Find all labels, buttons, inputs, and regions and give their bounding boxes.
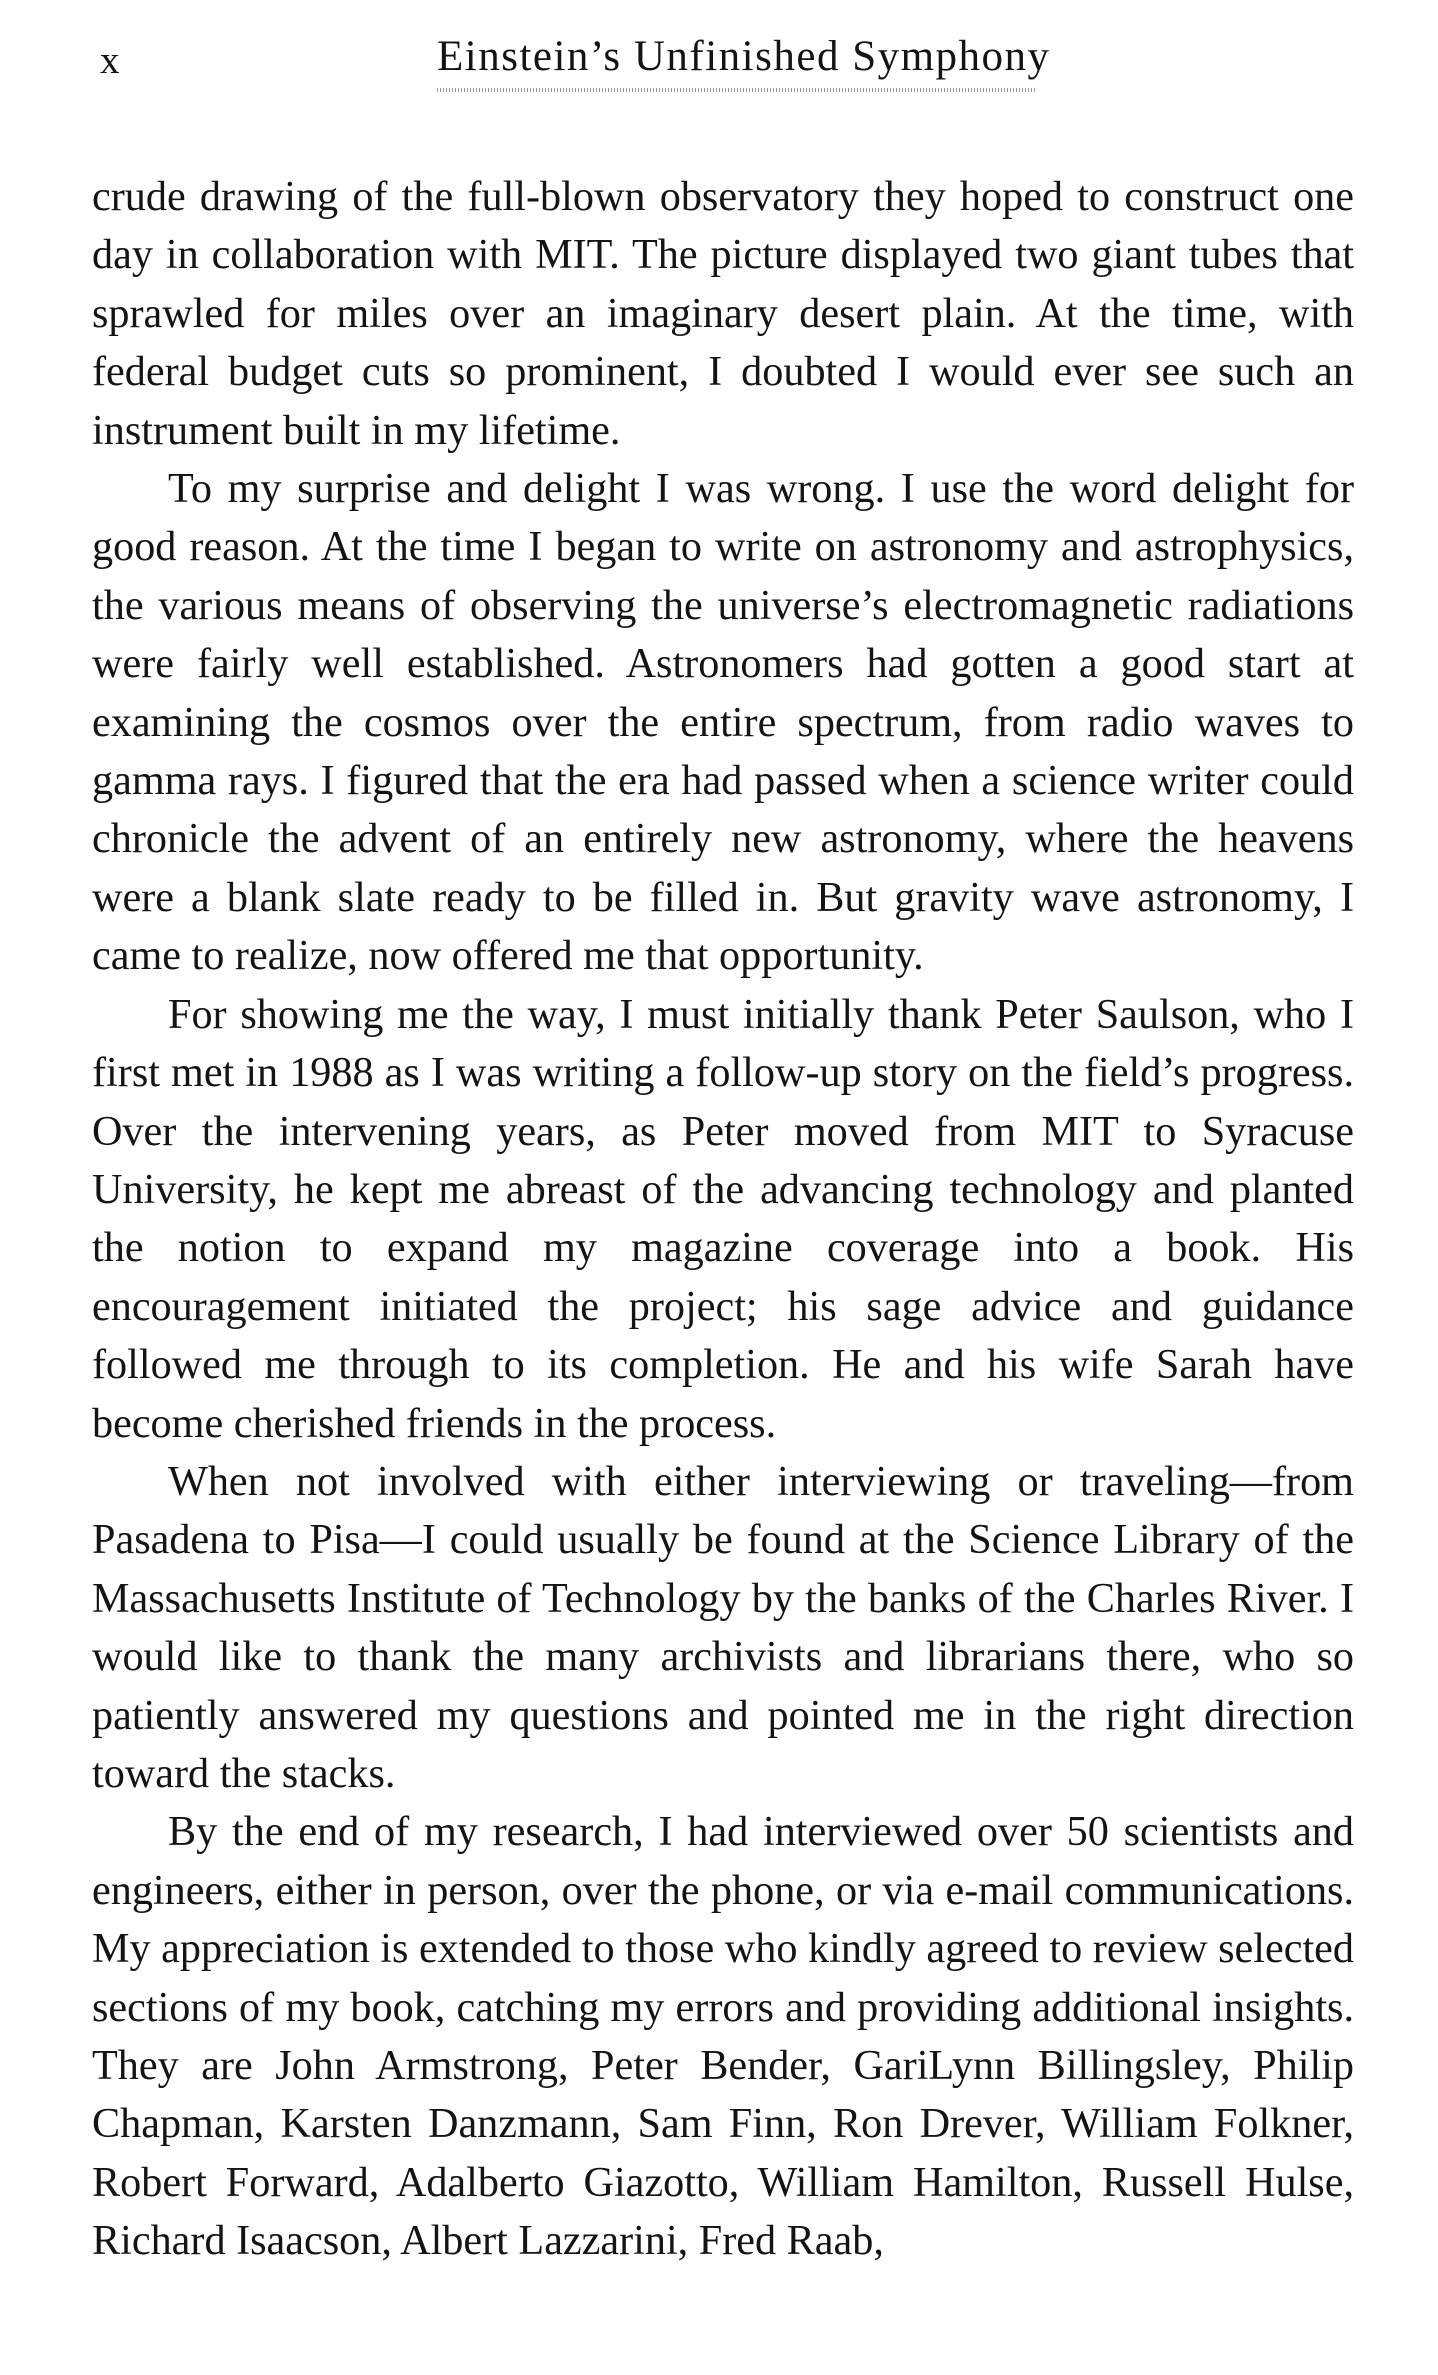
paragraph-4: When not involved with either interviewing or traveling—from Pasadena to Pisa—I could usually be found at the Science Library of the Massachusetts Institute of Technology by the banks of the Charles River. I would like to thank the many archivists and librarians there, who so patiently answered my questions and pointed me in the right direction toward the stacks. xyxy=(92,1457,1354,1797)
paragraph-2: To my surprise and delight I was wrong. I use the word delight for good reason. At the time I began to write on astronomy and astrophysics, the various means of observing the universe’s electromagnetic radiations were fairly well established. Astronomers had gotten a good start at examining the cosmos over the entire spectrum, from radio waves to gamma rays. I figured that the era had passed when a science writer could chronicle the advent of an entirely new astronomy, where the heavens were a blank slate ready to be filled in. But gravity wave astronomy, I came to realize, now offered me that opportunity. xyxy=(92,465,1354,980)
body-text xyxy=(92,168,1354,2271)
running-head xyxy=(92,28,1352,108)
page-number: x xyxy=(100,39,121,82)
paragraph-5: By the end of my research, I had interviewed over 50 scientists and engineers, either in person, over the phone, or via e-mail communications. My appreciation is extended to those who kindly agreed to review selected sections of my book, catching my errors and providing additional insights. They are John Armstrong, Peter Bender, GariLynn Billingsley, Philip Chapman, Karsten Danzmann, Sam Finn, Ron Drever, William Folkner, Robert Forward, Adalberto Giazotto, William Hamilton, Russell Hulse, Richard Isaacson, Albert Lazzarini, Fred Raab, xyxy=(92,1808,1354,2265)
title-rule xyxy=(437,88,1037,92)
running-title: Einstein’s Unfinished Symphony xyxy=(437,33,1051,80)
paragraph-1: crude drawing of the full-blown observatory they hoped to construct one day in collaboration with MIT. The picture displayed two giant tubes that sprawled for miles over an imaginary desert plain. At the time, with federal budget cuts so prominent, I doubted I would ever see such an instrument built in my lifetime. xyxy=(92,173,1354,454)
paragraph-3: For showing me the way, I must initially thank Peter Saulson, who I first met in 1988 as I was writing a follow-up story on the field’s progress. Over the intervening years, as Peter moved from MIT to Syracuse University, he kept me abreast of the advancing technology and planted the notion to expand my magazine coverage into a book. His encouragement initiated the project; his sage advice and guidance followed me through to its completion. He and his wife Sarah have become cherished friends in the process. xyxy=(92,990,1354,1447)
